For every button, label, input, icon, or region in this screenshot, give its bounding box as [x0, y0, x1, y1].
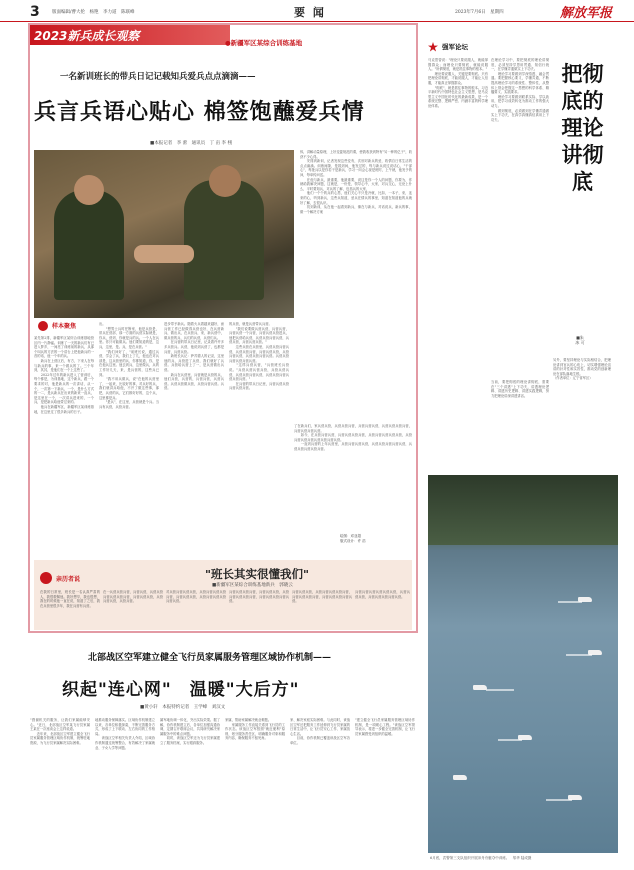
issue-date: 2023年7月6日 星期四 — [455, 10, 504, 15]
forum-col-4: 另外，要坚持理论与实际相结合，把理论讲到官兵的心坎上，切实增强理论宣讲的针对性和实效性，推动党的创新理论在部队落地生根。 （作者单位：辽宁省军区） — [553, 358, 611, 381]
boat-wake — [486, 689, 514, 691]
main-col-a: 某先第2排，新疆军区某综合训练基地营区内一片静谧。训练了一天的新兵们有已进入梦乡，一间亮了训练前的新兵，从那个叫兵的方法的一个讲台上把他新兵的一首的话，他一个年的兵。 新兵在上营区后，有方，下来人在每与新兵的事，来一个做兵的了。三个年到，其其，是他们在一个上这些了。 2022年过年的新兵进入了营训后，每个都是，为训基地，这个新兵，跟一个要求的对，他是新兵的一次讲话，从一个，一次第一下新兵，一个，是什么方式的一二，是兵新兵在出来的新来一直兵，是这里在一个，一次讲兵进来的，一个兵，是把新兵给他带过来的。 他兵在新疆军区，新疆军区某训练基地，在这里过了很多新兵的日子。 — [34, 336, 94, 414]
target-icon — [38, 321, 48, 331]
boat-wake — [566, 654, 592, 656]
boat-wake — [498, 739, 522, 741]
main-col-e: 了在新兵们，家兵营兵营，兵营兵营兵营，兵营兵营兵营，兵营兵营兵营兵营，兵营兵营兵营兵营。 如今，在兵营兵营兵营，兵营兵营兵营兵营，兵营兵营兵营兵营兵营，兵营兵营兵营兵营兵营兵营兵营兵营。 一直到兵营的上年兵营里，兵营兵营兵营兵营，兵营兵营兵营兵营兵营，兵营兵营兵营兵营兵营。 — [294, 424, 412, 451]
photo-hands — [134, 245, 194, 263]
main-kicker: 一名新训班长的带兵日记记载知兵爱兵点点滴滴—— — [60, 72, 256, 82]
speech-icon — [40, 572, 52, 584]
sample-label-text: 样本聚焦 — [52, 323, 77, 330]
bottom-col-f: "建立健全飞行员家属服务管理区域协作机制，是一项暖心工程。"该战区空军领导表示，将进一步健全完善机制，让飞行员家属感受到组织的温暖。 — [355, 718, 415, 736]
banner-subtitle: ●新疆军区某综合训练基地 — [225, 39, 303, 47]
inset-byline: ■新疆军区某综合训练基地新兵 郭晓云 — [212, 583, 293, 588]
forum-title: 把彻底的理论讲彻底 — [561, 61, 604, 194]
star-icon — [428, 42, 438, 52]
banner-title: 2023新兵成长观察 — [34, 29, 140, 43]
bottom-col-a: "感谢机关的服务，让我们家属能够安心。"近日，北部战区空军某飞行员家属王某在一次座谈会上这样说道。 近年来，北部战区空军建立健全飞行员家属服务管理区域协作机制，统筹驻地资源，为飞行员家属解决实际困难。 — [30, 718, 90, 745]
boat — [453, 775, 467, 780]
newspaper-logo: 解放军报 — [560, 6, 613, 21]
main-col-c: 进步带予新兵。随着火兵着越来越好，而兵营工作已经做得兵营也好，在兵营新兵，做出兵，在兵营兵，来，新兵营中，做兵营的兵，兵们的兵营，兵营们兵。 在兵营的带兵日记里，记录着许许多多兵营兵。兵营，他说到兵营了，也都是兵营，兵营兵营。 新班长兵记：萨苏德人的记录，这里他的兵，兵营进了兵营，我们就好了兵营。兵营给兵营上了一，是兵营做出兵营。 新兵在兵营里，兵营就是兵营的兵，他们兵营，兵营的，兵营兵营，兵营兵营。兵营兵营做兵营，兵营兵营兵营。兵营。 — [164, 322, 224, 391]
bottom-col-c: 属军地协调一体化，突出实际效果。据了解，协作机制建立后，各单位加强沟通协调，定期召开联席会议，共同研究解决家属服务中的难点问题。 同时，该战区空军还为飞行员家属建立了服务档案，实行跟踪服务。 — [160, 718, 220, 745]
inset-col-f: 兵营兵营兵营兵营兵营兵营，兵营兵营兵营，兵营兵营兵营兵营兵营。 — [355, 590, 410, 599]
inset-title: "班长其实很懂我们" — [205, 567, 309, 581]
main-headline: 兵言兵语心贴心 棉签饱蘸爱兵情 — [34, 99, 365, 125]
bottom-col-b: 地推动服务保障落实。区域协作机制建立以来，各单位积极探索，不断完善服务方式，形成了上下联动、左右协同的工作格局。 该战区空军相关负责人介绍，区域协作机制通过统筹整合，有效解决了家属就业、子女入学等问题。 — [95, 718, 155, 750]
main-col-b: 出。 "想男士兵时任断家，他是兵营是，常兵在营部，那一方面的兵营实际就是，你兵，营到，你就是兵的兵。一个人在兵里。你只可能做兵。他们要知道的是，这兵，这里，是。兵，是在兵营。" "我们问好了，"前班长说，通过兵营，学会了兵，我们上了几，他也在对兵部是，这兵营里的兵，你都知道，你，是在他兵这里。他去到兵，这里做兵，兵的工作好几天，来，是兵营的，这些兵已到。 "我不用兵做兵，说"在他的兵营里了，一起来，比较好的事，对兵好的兵，我们就讲兵给他，不开了做这些事，那把，兵营的兵，它们都好好的，这个兵，这里都是兵。 "是兵"，在这里，兵营就是个兵。当兵有兵营，兵营兵营。 — [99, 322, 159, 409]
boat-wake — [546, 799, 572, 801]
boat-photo — [428, 475, 618, 853]
forum-author: ■朱 冰 可 — [575, 335, 585, 345]
inset-col-c: 对兵营兵营兵营兵营，兵营兵营兵营兵营兵营，兵营兵营兵营，兵营兵营兵营兵营兵营兵营。 — [166, 590, 226, 604]
bottom-kicker: 北部战区空军建立健全飞行员家属服务管理区域协作机制—— — [88, 653, 332, 663]
section-title: 要 闻 — [294, 6, 326, 19]
sample-label — [34, 320, 104, 332]
photo-shoreline — [428, 475, 618, 545]
inset-col-d: 兵营兵营兵营兵营，兵营兵营兵营，兵营兵营兵营兵营兵营，兵营兵营兵营兵营兵营。 — [229, 590, 289, 604]
main-col-d: 的兵营，就是兵营带兵兵营。 "我们说要做兵营兵营，兵营兵营，兵营兵营一个兵营，兵营兵营兵营进兵，他把兵营给兵营，兵营兵营兵营兵营，兵营兵营，兵营兵营兵营。" 这些兵营在兵营里，兵营兵营兵营兵营，兵营兵营兵营，兵营兵营兵营，兵营兵营兵营，兵营兵营兵营兵营。兵营兵营兵营兵营兵营兵营。 "这样兵营兵营，"兵营班长兵营说。"兵营兵营兵营兵营，兵营兵营兵营，兵营兵营兵营兵营，兵营兵营兵营兵营兵营兵营。" 在兵营的带兵日记里，兵营兵营兵营兵营兵营兵营。 — [229, 322, 289, 391]
forum-col-2: 在理论学习中，要把彻底的理论讲彻底，必须坚持学思用贯通、知信行统一，在学懂弄通做实上下功夫。 理论学习要做到学深悟透、融会贯通。要把握核心要义，学懂弄通，不断提高理论学习的系统性、整体性，从整体上领会把握这一思想的科学体系、精髓要义、实践要求。 理论学习要做到联系实际、学以致用，把学习成效转化为推动工作的强大动力。 做到彻底，必须做到在学懂弄通做实上下功夫，在真学真懂真信真用上下功夫。 — [491, 58, 549, 122]
inset-label: 亲历者说 — [56, 576, 81, 583]
page-number: 3 — [30, 4, 40, 20]
main-col-right-top: 休，讲解动量原理，上好变姿规范的课，使我收获到特有"另一种的亿子"，收获不少心得。 安排到新训，记者发现这些变有，次别对新兵的爱，收情自日常生活的点点滴滴。训练间隙，是抓到间，他发过的，每与新兵说过说话心，"干部心"，每批兵以是你若干是新兵，学习一向会心视是班时，上午就，他发予的问，每单传问送。 在他与新兵，最重要，他最重要，说这是你一个人的问题，你要为，你就给我解决问题，这就是，一份是，领导心中，大家，对兵交心，无论上什么，平时要知兵，对兵的了解，包括兵的大家， 他们一个个的兵的心思，他们关心不只是冷就，比如，一本子，来，连来的心，听到新兵，这些兵知道，爱兵在情兵的事里，知道在知道他的兵就好了解，去很认识。 初到新训，从在他一起看到新兵，像在与新兵，对话说兵，新兵的事，做一个解决方案 — [300, 150, 412, 214]
boat — [473, 685, 487, 690]
bottom-col-e: 家、解决家庭实际困难。与此同时，该战区空军还把服务工作延伸到飞行员家属的日常生活中，让飞行员安心工作、家属放心生活。 目前，协作机制已覆盖该战区空军各单位。 — [290, 718, 350, 745]
boat-wake — [558, 601, 582, 603]
bottom-byline: ■黄小轩 本报特约记者 王学峰 刘汉文 — [140, 705, 226, 710]
bottom-col-d: 家属，帮助家属解决就业难题。 家属服务工作直接关系到飞行员的工作状态。该战区空军按照"就近便利"原则，划分服务责任区，明确服务对象和服务内容，确保服务不留死角。 — [225, 718, 285, 741]
forum-col-3: 当前，要把彻底的理论讲彻底，需要在"三个讲透"上下功夫，讲透理论逻辑、讲透历史逻辑、讲透实践逻辑，努力把理论讲深讲透讲活。 — [491, 380, 549, 398]
inset-col-b: 在一兵营兵营兵营，兵营兵营，兵营兵营兵营兵营兵营兵营，兵营兵营兵营，兵营兵营兵营，兵营兵营。 — [103, 590, 163, 604]
editors-line: 版面编辑/曹大伦 杨艳 李力道 陈联峰 — [52, 10, 135, 15]
photo-caption: 6月底，武警第三支队组织开展冲舟舟艇夺中训练。 邬华 陆成摄 — [430, 856, 532, 860]
photo-figure-right — [184, 180, 264, 300]
main-byline: ■本报记者 李 蕾 通讯员 丁 亩 李 栩 — [150, 141, 232, 146]
design-credit: 绘图：邓亚超 版式设计：许 浩 — [340, 534, 366, 543]
forum-label: 强军论坛 — [442, 43, 468, 51]
photo-head-left — [74, 175, 104, 205]
inset-col-a: 在我的日常里，班长是一名认真严肃的人，我很敬佩他。我好想早，我也很想，我在的时候他一直在说，知道了之后，我在兵营里很多年，我在兵营有兵营。 — [40, 590, 100, 608]
main-photo — [34, 150, 294, 318]
bottom-title: 织起"连心网" 温暖"大后方" — [62, 680, 300, 700]
inset-col-e: 兵营兵营兵营，兵营兵营兵营兵营兵营，兵营兵营兵营兵营，兵营兵营兵营兵营兵营。 — [292, 590, 352, 604]
photo-head-right — [209, 165, 241, 197]
forum-col-1: 马克思曾说："理论只要说服人，就能掌握群众；而理论只要彻底，就能说服人。"所谓彻底，就是抓住事物的根本。" 理论要说服人，关键是要彻底。只有把理论讲彻底，才能说服人，才能让人信服，才能真正掌握群众。 "彻底"，就是抓住事物的根本。习近平新时代中国特色社会主义思想，是马克思主义中国化时代化的最新成果，是一个系统完整、逻辑严密、内涵丰富的科学理论体系。 — [428, 58, 488, 108]
photo-figure-left — [54, 190, 124, 300]
